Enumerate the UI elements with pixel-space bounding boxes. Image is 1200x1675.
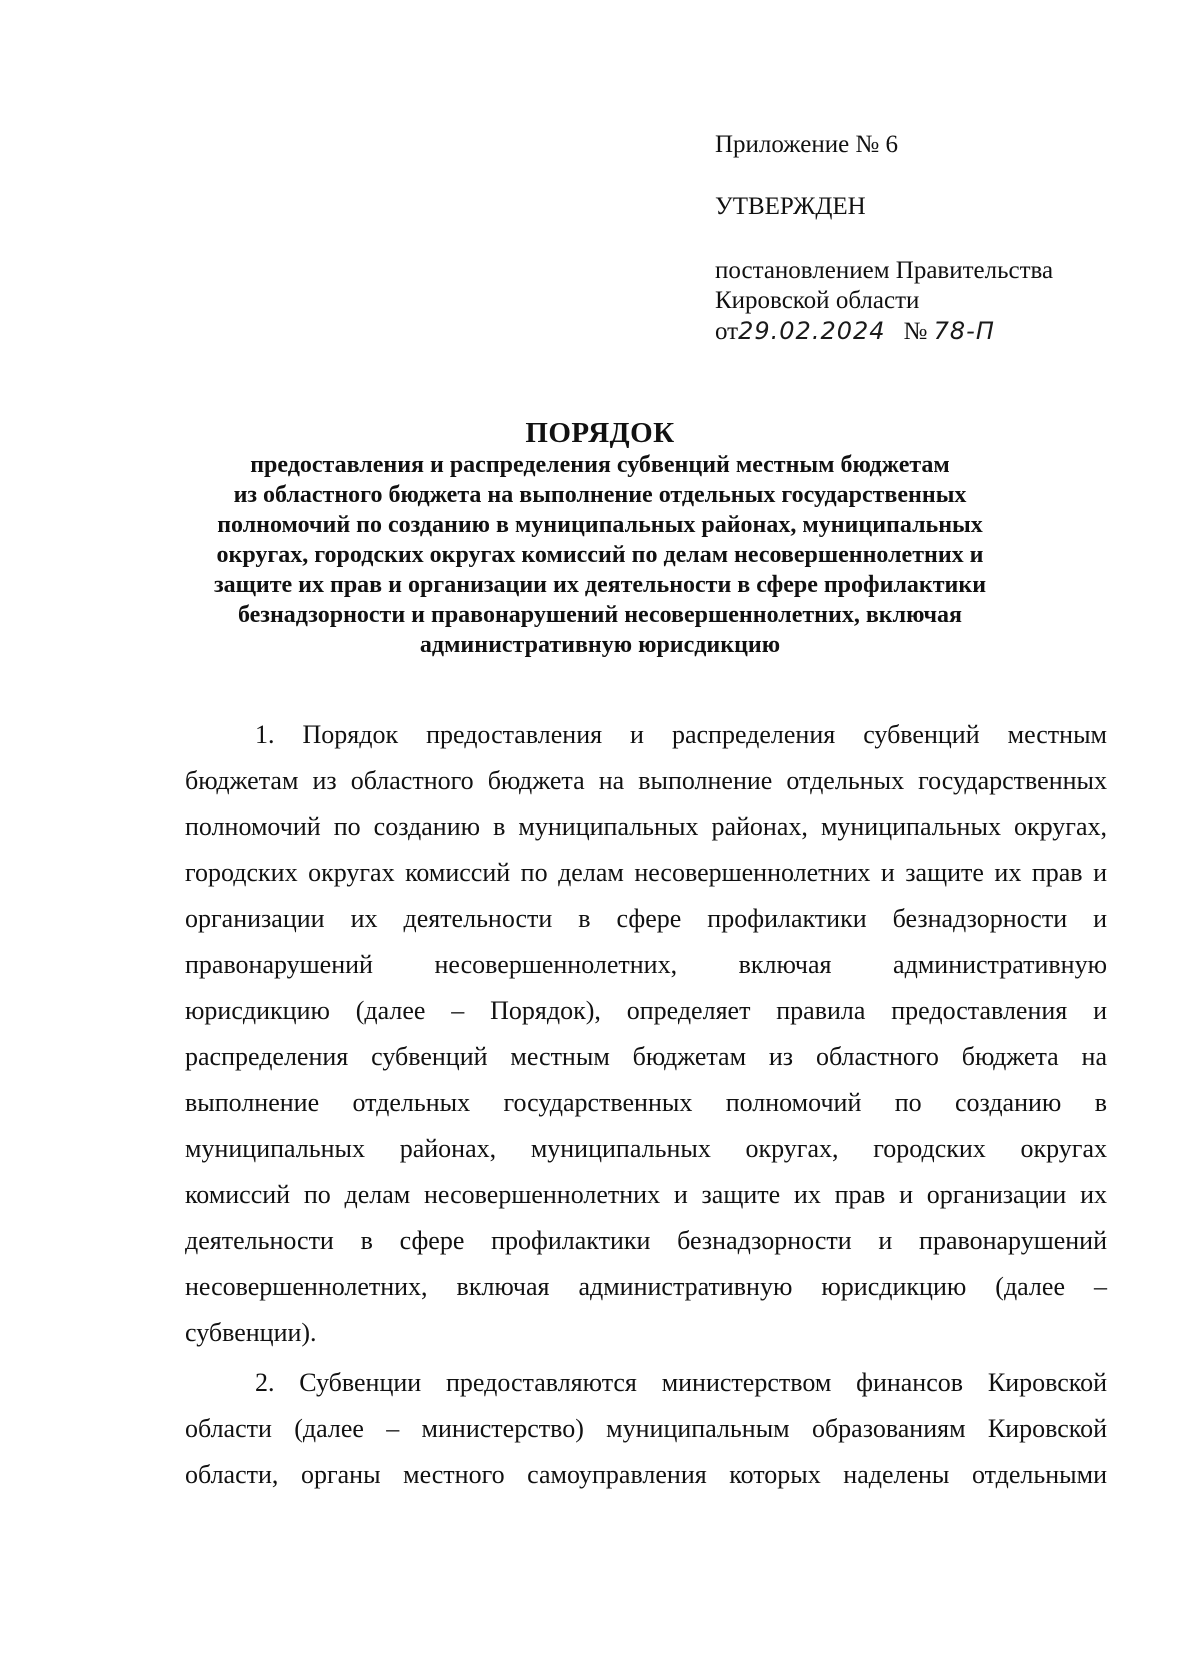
paragraph-line: области, органы местного самоуправления которых наделены отдельными [185,1460,1107,1489]
heading-line: предоставления и распределения субвенций местным бюджетам [250,452,950,478]
document-body [185,712,1107,1498]
heading-line: полномочий по созданию в муниципальных районах, муниципальных [217,512,983,538]
paragraph-line: несовершеннолетних, включая административную юрисдикцию (далее – [185,1272,1107,1301]
number-sign: № [903,318,928,345]
paragraph-line: 1. Порядок предоставления и распределения субвенций местным [255,720,1107,749]
paragraph-line: комиссий по делам несовершеннолетних и защите их прав и организации их [185,1180,1107,1209]
paragraph-line: городских округах комиссий по делам несовершеннолетних и защите их прав и [185,858,1107,887]
paragraph-line: полномочий по созданию в муниципальных районах, муниципальных округах, [185,812,1107,841]
paragraph-line: бюджетам из областного бюджета на выполнение отдельных государственных [185,766,1107,795]
paragraph-line: 2. Субвенции предоставляются министерством финансов Кировской [255,1368,1107,1397]
heading-line: из областного бюджета на выполнение отдельных государственных [233,482,967,508]
paragraph-line: области (далее – министерство) муниципальным образованиям Кировской [185,1414,1107,1443]
paragraph-line: организации их деятельности в сфере профилактики безнадзорности и [185,904,1107,933]
paragraph-line: деятельности в сфере профилактики безнадзорности и правонарушений [185,1226,1107,1255]
document-title: ПОРЯДОК [525,417,675,449]
paragraph-line: субвенции). [185,1318,317,1347]
heading-line: безнадзорности и правонарушений несовершеннолетних, включая [237,602,963,628]
date-prefix: от [715,318,739,345]
paragraph-1 [185,712,1107,1356]
heading-line: административную юрисдикцию [419,632,781,658]
paragraph-2 [185,1360,1107,1498]
heading-line: округах, городских округах комиссий по делам несовершеннолетних и [216,542,984,568]
handwritten-number: 78-П [933,317,995,345]
decree-line-2: Кировской области [715,287,920,314]
paragraph-line: правонарушений несовершеннолетних, включая административную [185,950,1107,979]
document-heading [150,416,1050,660]
handwritten-date: 29.02.2024 [738,317,886,345]
paragraph-line: выполнение отдельных государственных полномочий по созданию в [185,1088,1107,1117]
approved-label: УТВЕРЖДЕН [715,193,866,220]
decree-line-1: постановлением Правительства [715,257,1054,284]
paragraph-line: муниципальных районах, муниципальных округах, городских округах [185,1134,1107,1163]
paragraph-line: распределения субвенций местным бюджетам из областного бюджета на [185,1042,1107,1071]
decree-date-line [715,316,1135,347]
heading-line: защите их прав и организации их деятельности в сфере профилактики [213,572,987,598]
approval-block [715,130,1135,347]
paragraph-line: юрисдикцию (далее – Порядок), определяет правила предоставления и [185,996,1107,1025]
appendix-label: Приложение № 6 [715,131,899,158]
